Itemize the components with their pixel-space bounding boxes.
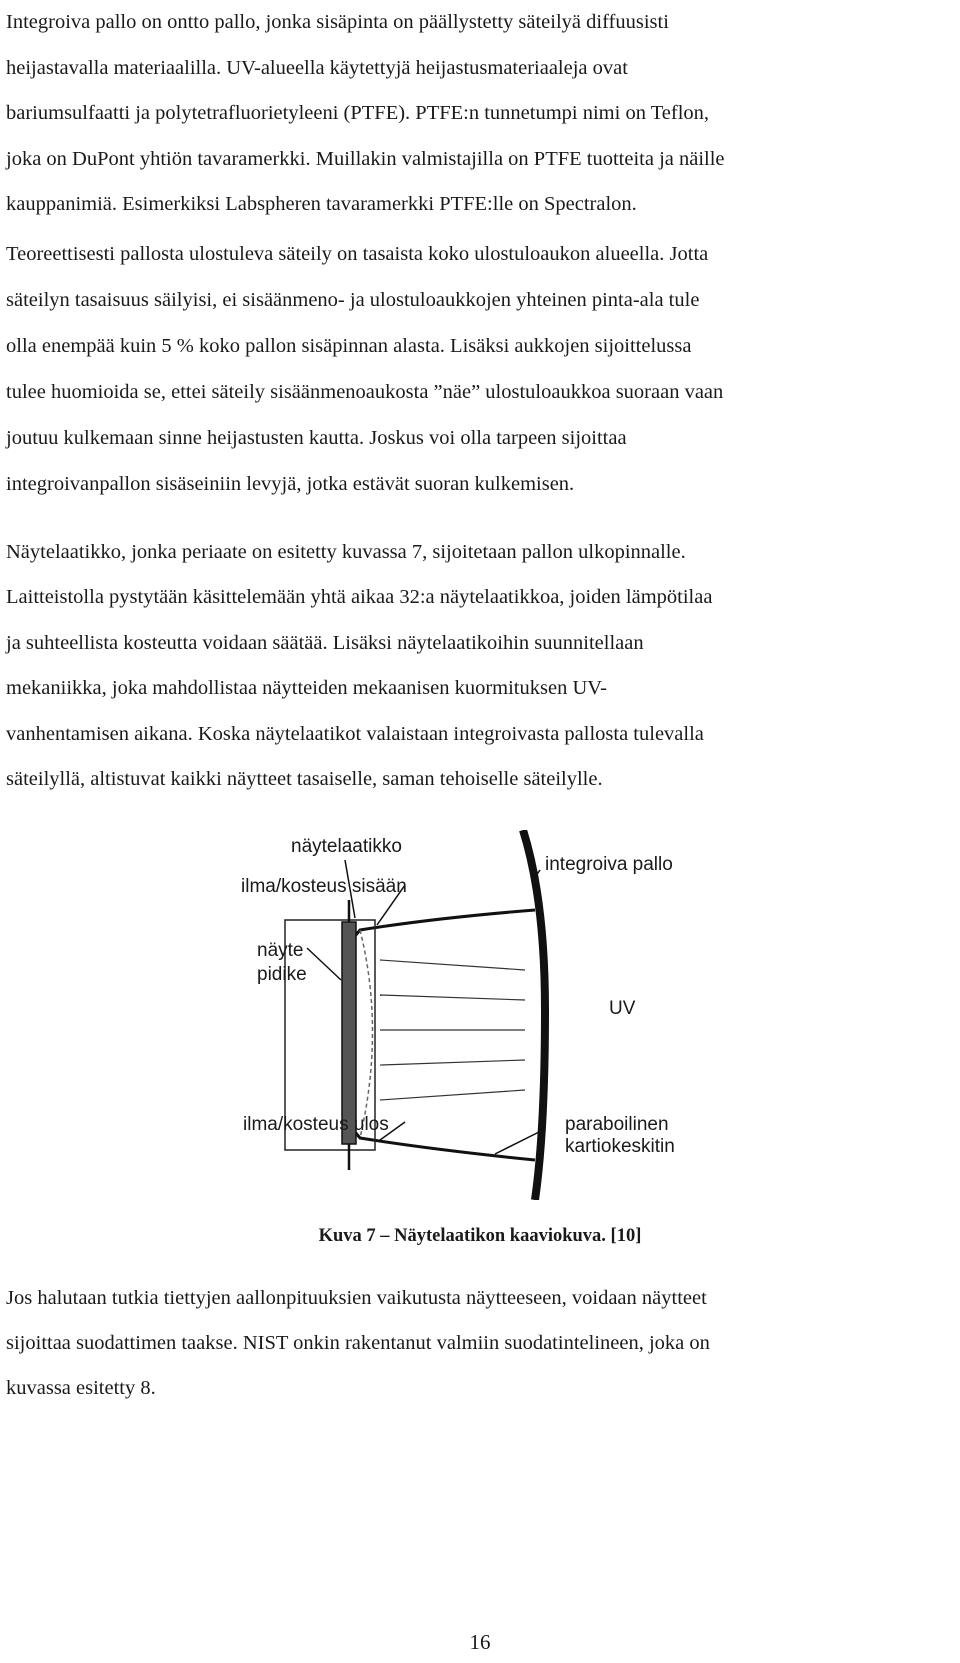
text-line: sijoittaa suodattimen taakse. NIST onkin rakentanut valmiin suodatintelineen, joka on <box>6 1332 710 1354</box>
paragraph-filter <box>6 1276 951 1411</box>
text-segment: . <box>631 193 637 215</box>
label-ilma-ulos: ilma/kosteus ulos <box>243 1114 389 1135</box>
text-segment: kauppanimiä. Esimerkiksi Labspheren tavaramerkki PTFE:lle on Spectralon <box>6 193 632 215</box>
text-line: Laitteistolla pystytään käsittelemään yhtä aikaa 32:a näytelaatikkoa, joiden lämpötilaa <box>6 586 713 609</box>
label-uv: UV <box>609 998 636 1019</box>
page-number: 16 <box>469 1630 491 1654</box>
text-line <box>6 182 951 228</box>
text-segment: , <box>703 102 710 124</box>
text-line: tulee huomioida se, ettei säteily sisäänmenoaukosta ”näe” ulostuloaukkoa suoraan vaan <box>6 381 724 403</box>
text-line: ja suhteellista kosteutta voidaan säätää. Lisäksi näytelaatikoihin suunnitellaan <box>6 631 644 654</box>
label-integroiva-pallo: integroiva pallo <box>545 854 673 875</box>
text-line: Jos halutaan tutkia tiettyjen aallonpituuksien vaikutusta näytteeseen, voidaan näytteet <box>6 1287 707 1309</box>
text-segment: bariumsulfaatti ja polytetrafluorietyleeni (PTFE). PTFE:n tunnetumpi nimi on Teflon <box>6 102 704 124</box>
text-line: heijastavalla materiaalilla. UV-alueella käytettyjä heijastusmateriaaleja ovat <box>6 56 628 79</box>
text-line: integroivanpallon sisäseiniin levyjä, jotka estävät suoran kulkemisen. <box>6 473 575 495</box>
text-line: mekaniikka, joka mahdollistaa näytteiden mekaanisen kuormituksen UV- <box>6 677 607 700</box>
text-line: olla enempää kuin 5 % koko pallon sisäpinnan alasta. Lisäksi aukkojen sijoittelussa <box>6 335 692 357</box>
sample-plate <box>342 922 356 1144</box>
label-naytelaatikko: näytelaatikko <box>291 836 402 857</box>
figure-caption: Kuva 7 – Näytelaatikon kaaviokuva. [10] <box>318 1226 642 1246</box>
label-pidike: pidike <box>257 964 307 985</box>
text-line: vanhentamisen aikana. Koska näytelaatikot valaistaan integroivasta pallosta tulevalla <box>6 722 704 745</box>
text-line: säteilyn tasaisuus säilyisi, ei sisäänmeno- ja ulostuloaukkojen yhteinen pinta-ala tule <box>6 289 700 311</box>
paragraph-sample-box <box>6 530 951 802</box>
paragraph-radiation-uniformity <box>6 231 951 507</box>
figure-sample-box-diagram <box>205 830 725 1200</box>
label-nayte: näyte <box>257 940 304 961</box>
text-line: joka on DuPont yhtiön tavaramerkki. Muillakin valmistajilla on PTFE tuotteita ja näille <box>6 147 725 170</box>
paragraph-integrating-sphere <box>6 0 951 228</box>
label-paraboilinen: paraboilinen <box>565 1114 669 1135</box>
label-kartiokeskitin: kartiokeskitin <box>565 1136 675 1157</box>
diagram-svg <box>205 830 725 1200</box>
text-line: Integroiva pallo on ontto pallo, jonka sisäpinta on päällystetty säteilyä diffuusisti <box>6 11 669 33</box>
text-line: Näytelaatikko, jonka periaate on esitetty kuvassa 7, sijoitetaan pallon ulkopinnalle. <box>6 541 686 563</box>
label-ilma-sisaan: ilma/kosteus sisään <box>241 876 407 897</box>
text-line <box>6 91 951 137</box>
text-line: säteilyllä, altistuvat kaikki näytteet tasaiselle, saman tehoiselle säteilylle. <box>6 768 603 791</box>
text-line: kuvassa esitetty 8. <box>6 1377 156 1399</box>
text-line: joutuu kulkemaan sinne heijastusten kautta. Joskus voi olla tarpeen sijoittaa <box>6 427 627 449</box>
text-line: Teoreettisesti pallosta ulostuleva säteily on tasaista koko ulostuloaukon alueella. Jotta <box>6 243 709 265</box>
